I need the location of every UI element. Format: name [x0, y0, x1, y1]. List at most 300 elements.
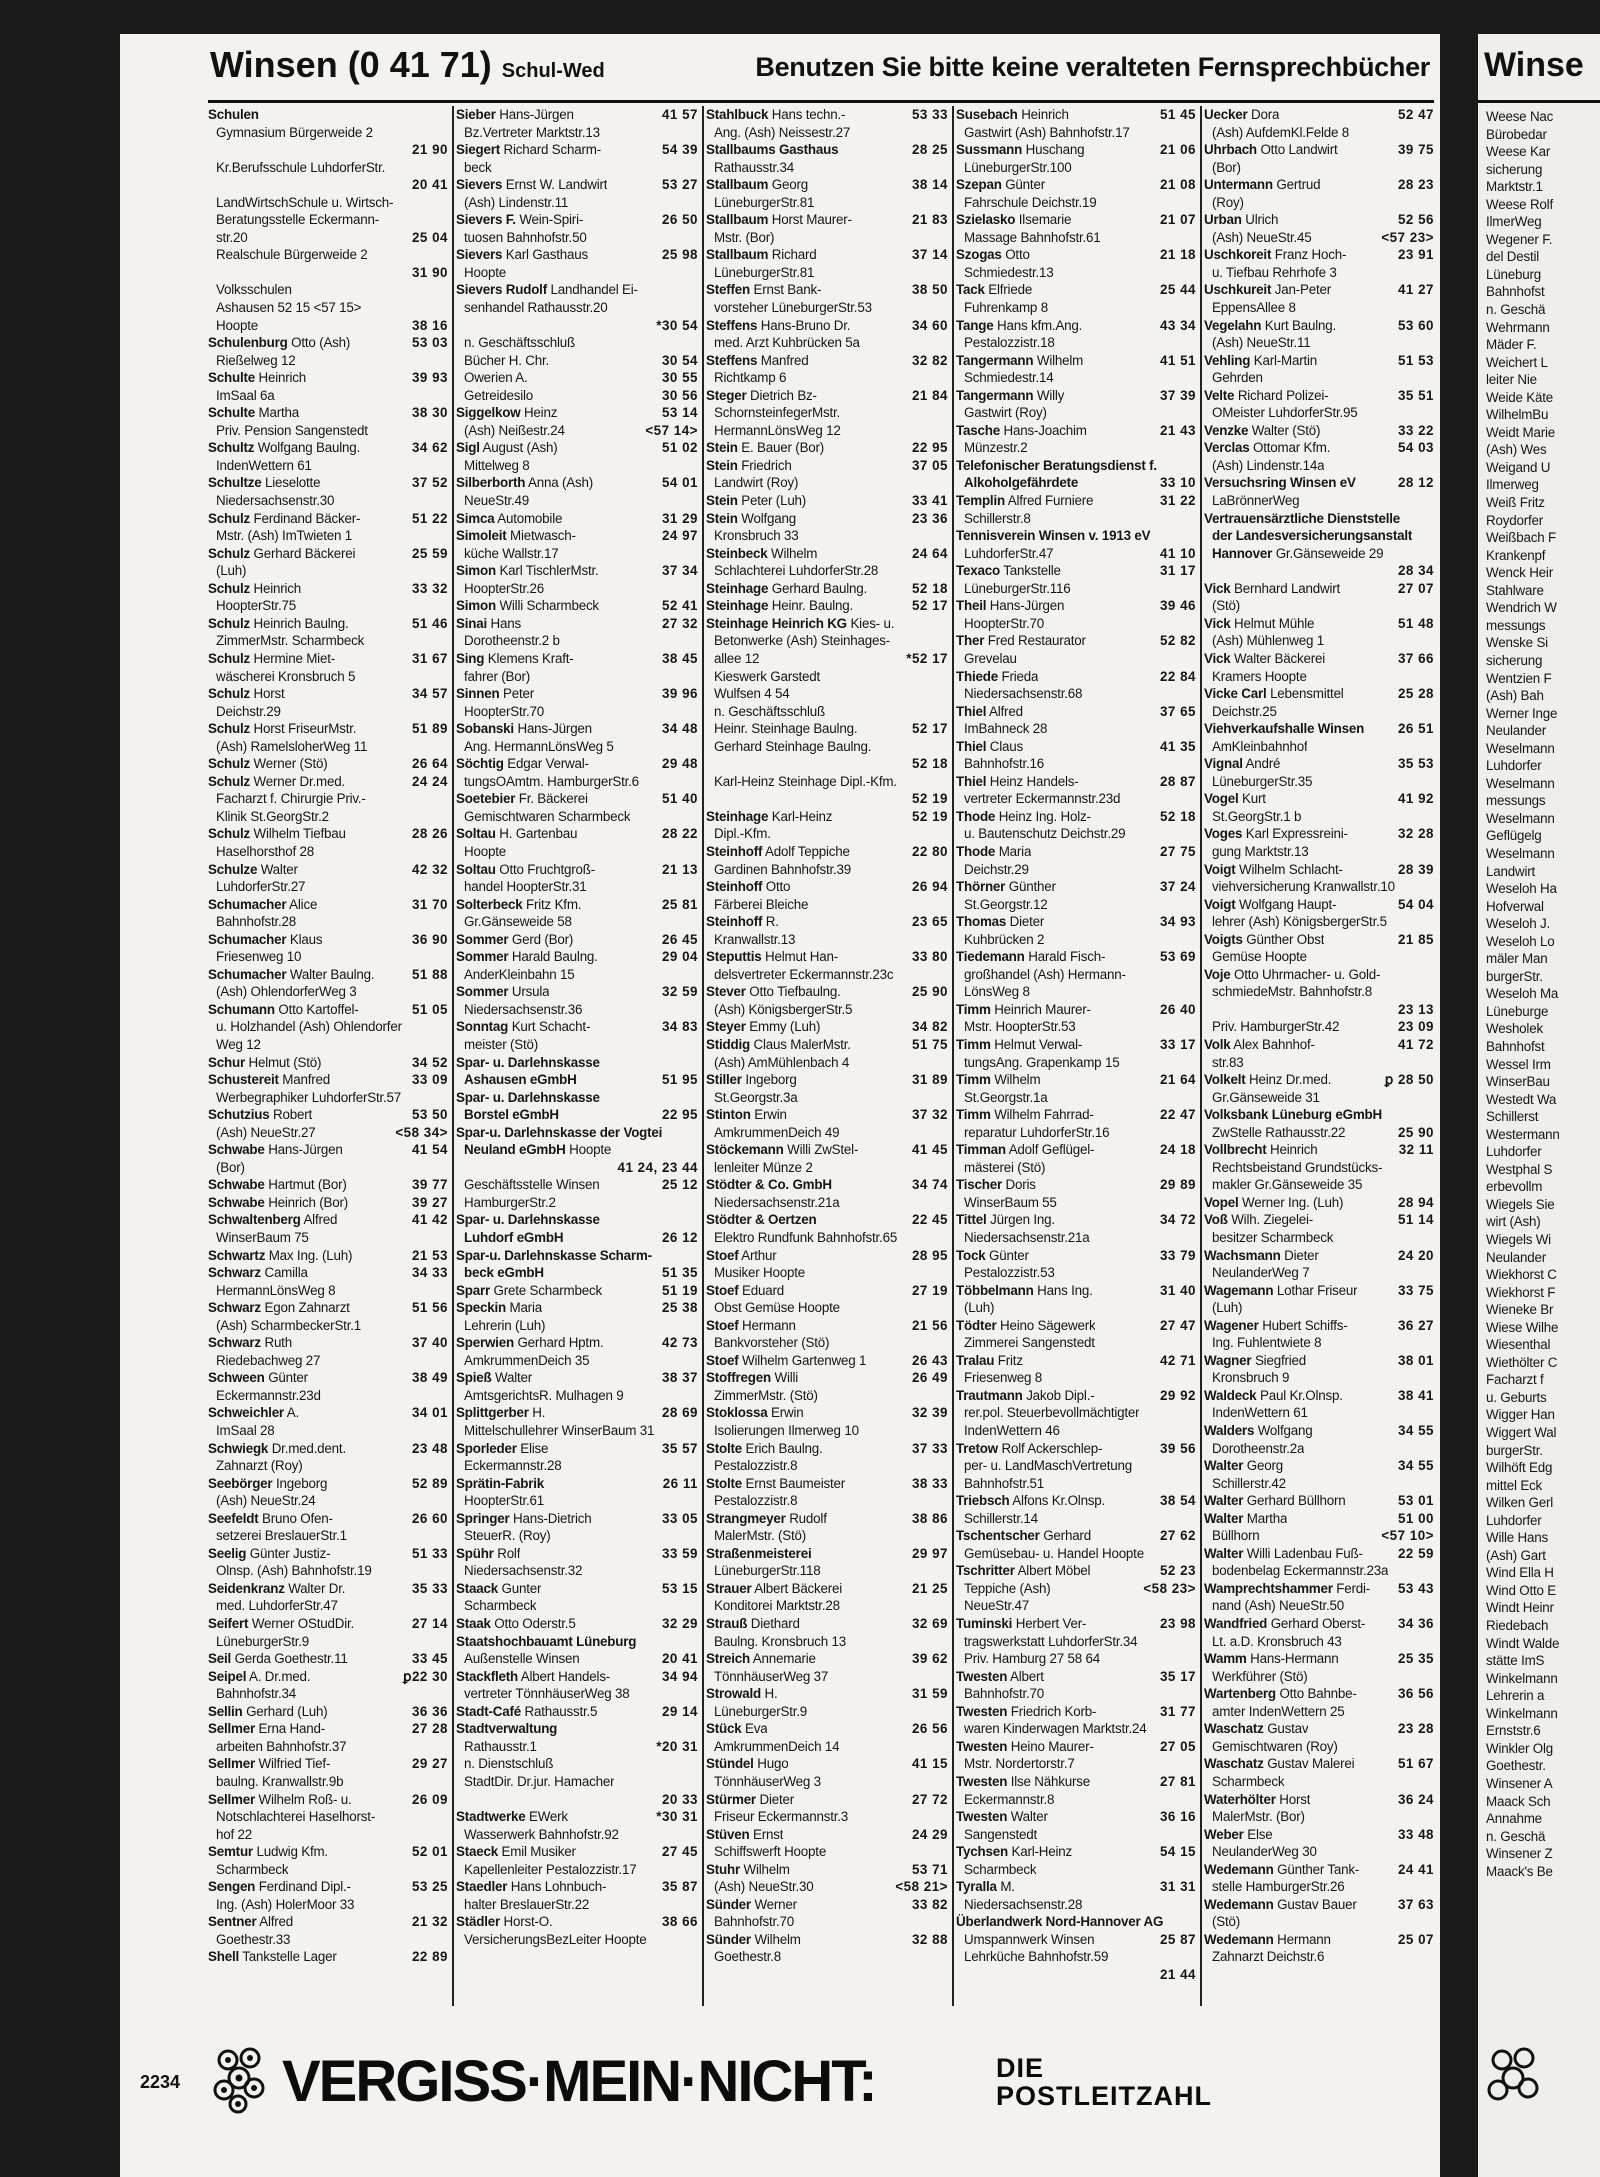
subscriber-details: H. — [532, 1405, 546, 1421]
phone-number: 38 01 — [1397, 1352, 1434, 1368]
listing-line — [956, 299, 1196, 317]
subscriber-details: Hermann — [1277, 1931, 1331, 1947]
subscriber-details: Walter — [1010, 1809, 1048, 1825]
listing-entry — [706, 1931, 948, 1966]
listing-line — [456, 1755, 698, 1773]
listing-entry — [208, 1054, 448, 1072]
listing-text — [956, 1913, 1163, 1931]
subscriber-name: Schulz — [208, 686, 250, 702]
subscriber-details: LuhdorferStr.27 — [216, 879, 306, 895]
subscriber-details: Arthur — [741, 1247, 777, 1263]
listing-text — [1204, 1720, 1308, 1738]
phone-number: 41 92 — [1397, 791, 1434, 807]
listing-text — [216, 1422, 275, 1440]
subscriber-details: Adolf Geflügel- — [1008, 1142, 1095, 1158]
subscriber-name: Seidenkranz — [208, 1580, 285, 1596]
listing-line — [956, 229, 1196, 247]
listing-entry — [706, 1545, 948, 1580]
listing-line — [956, 896, 1196, 914]
phone-number: 54 39 — [661, 142, 698, 158]
listing-line — [1204, 1404, 1434, 1422]
listing-text — [216, 124, 373, 142]
phone-number: 24 64 — [911, 545, 948, 561]
listing-text — [456, 1843, 576, 1861]
listing-entry — [956, 1106, 1196, 1141]
listing-text — [956, 1282, 1093, 1300]
listing-line — [956, 106, 1196, 124]
phone-number: 51 19 — [661, 1282, 698, 1298]
listing-line — [1204, 1492, 1434, 1510]
listing-text — [216, 1387, 321, 1405]
phone-number: 33 22 — [1397, 422, 1434, 438]
listing-line — [706, 1369, 948, 1387]
subscriber-name: Straßenmeisterei — [706, 1545, 812, 1561]
listing-line — [1204, 1668, 1434, 1686]
listing-line — [706, 194, 948, 212]
listing-text — [464, 159, 492, 177]
listing-text — [964, 264, 1054, 282]
phone-number: 41 57 — [661, 107, 698, 122]
listing-text — [208, 685, 285, 703]
listing-line — [706, 229, 948, 247]
adjacent-page-line: Windt Walde — [1486, 1635, 1560, 1651]
subscriber-details: Pestalozzistr.53 — [964, 1265, 1055, 1281]
listing-line — [456, 1650, 698, 1668]
listing-entry — [208, 1194, 448, 1212]
subscriber-name: Stöckemann — [706, 1142, 784, 1158]
subscriber-name: Sonntag — [456, 1019, 509, 1035]
listing-text — [208, 720, 356, 738]
listing-text — [456, 1404, 545, 1422]
listing-text — [714, 474, 798, 492]
subscriber-name: Tasche — [956, 422, 1000, 438]
adjacent-page-line: n. Geschä — [1486, 1828, 1546, 1844]
subscriber-details: Heino Sägewerk — [1000, 1317, 1096, 1333]
phone-number: 28 69 — [661, 1405, 698, 1421]
listing-line — [208, 1808, 448, 1826]
phone-number: 37 24 — [1159, 879, 1196, 895]
subscriber-name: Tack — [956, 282, 985, 298]
listing-entry — [208, 1141, 448, 1176]
adjacent-page-line: Hofverwal — [1486, 898, 1544, 914]
listing-text — [464, 264, 506, 282]
listing-text — [464, 703, 544, 721]
subscriber-details: Willi — [774, 1370, 799, 1386]
subscriber-name: Stuhr — [706, 1861, 740, 1877]
listing-line — [706, 404, 948, 422]
phone-number: 53 27 — [661, 177, 698, 193]
phone-number: <57 23> — [1381, 229, 1434, 245]
subscriber-details: Robert — [272, 1107, 312, 1123]
subscriber-name: Siegert — [456, 142, 500, 158]
subscriber-name: Volksbank Lüneburg eGmbH — [1204, 1107, 1382, 1123]
listing-text — [456, 562, 599, 580]
listing-line — [1204, 738, 1434, 756]
subscriber-details: H. Gartenbau — [499, 826, 578, 842]
listing-text — [706, 1650, 816, 1668]
phone-number: 51 45 — [1159, 107, 1196, 122]
listing-text — [216, 668, 355, 686]
listing-text — [456, 1247, 652, 1265]
subscriber-name: Staedler — [456, 1879, 508, 1895]
listing-entry — [706, 317, 948, 352]
subscriber-details: Wilhelm — [754, 1931, 801, 1947]
subscriber-details: Horst Maurer- — [771, 212, 852, 228]
subscriber-details: Gerhard Bäckerei — [253, 545, 356, 561]
listing-line — [1204, 1826, 1434, 1844]
subscriber-details: u. Holzhandel (Ash) Ohlendorfer — [216, 1019, 402, 1035]
listing-text — [464, 1194, 556, 1212]
subscriber-details: Dorotheenstr.2 b — [464, 633, 560, 649]
listing-text — [714, 1159, 813, 1177]
subscriber-details: Eckermannstr.23d — [216, 1387, 321, 1403]
subscriber-name: Ther — [956, 633, 985, 649]
listing-line — [456, 1668, 698, 1686]
listing-line — [956, 474, 1196, 492]
subscriber-details: Claus MalerMstr. — [753, 1036, 851, 1052]
listing-line — [208, 1194, 448, 1212]
phone-number: *20 31 — [656, 1738, 698, 1754]
subscriber-details: Walter Dr. — [288, 1580, 346, 1596]
subscriber-details: Horst FriseurMstr. — [253, 721, 357, 737]
listing-line — [1204, 124, 1434, 142]
listing-line — [456, 1334, 698, 1352]
phone-number: 23 91 — [1397, 247, 1434, 263]
listing-line — [456, 176, 698, 194]
subscriber-details: Walter Bäckerei — [1234, 650, 1326, 666]
subscriber-details: allee 12 — [714, 650, 760, 666]
listing-line — [956, 1018, 1196, 1036]
listing-entry — [208, 1791, 448, 1844]
phone-number: 53 50 — [411, 1107, 448, 1123]
listing-text — [714, 720, 857, 738]
phone-number: 33 32 — [411, 580, 448, 596]
phone-number: 34 55 — [1397, 1458, 1434, 1474]
listing-text — [706, 1404, 803, 1422]
adjacent-page-line: Maack's Be — [1486, 1863, 1553, 1879]
adjacent-page-line: sicherung — [1486, 161, 1543, 177]
listing-entry — [208, 1264, 448, 1299]
listing-text — [208, 1703, 328, 1721]
listing-text — [964, 1580, 1051, 1598]
listing-text — [1212, 1264, 1309, 1282]
subscriber-details: Gerd (Bor) — [511, 931, 574, 947]
subscriber-details: mästerei (Stö) — [964, 1159, 1046, 1175]
subscriber-details: Fritz — [997, 1352, 1023, 1368]
listing-line — [208, 510, 448, 528]
listing-line — [208, 1633, 448, 1651]
listing-entry — [706, 1369, 948, 1404]
adjacent-page-line: Ilmerweg — [1486, 477, 1539, 493]
listing-text — [216, 1896, 354, 1914]
listing-line — [706, 124, 948, 142]
listing-text — [456, 931, 573, 949]
listing-text — [964, 755, 1044, 773]
listing-entry — [706, 1176, 948, 1211]
listing-line — [456, 1282, 698, 1300]
phone-number: 52 18 — [911, 756, 948, 772]
subscriber-details: HermannLönsWeg 12 — [714, 422, 841, 438]
listing-line — [956, 194, 1196, 212]
subscriber-details: Automobile — [497, 510, 563, 526]
phone-number: 37 14 — [911, 247, 948, 263]
listing-line — [456, 738, 698, 756]
phone-number: 31 90 — [411, 264, 448, 280]
listing-line — [208, 878, 448, 896]
listing-line — [456, 159, 698, 177]
phone-number: 37 63 — [1397, 1896, 1434, 1912]
listing-text — [964, 159, 1072, 177]
listing-line — [706, 650, 948, 668]
phone-number: 27 81 — [1159, 1773, 1196, 1789]
listing-entry — [706, 1352, 948, 1370]
listing-line — [208, 597, 448, 615]
listing-text — [706, 983, 841, 1001]
listing-entry — [1204, 1317, 1434, 1352]
phone-number: 21 43 — [1159, 422, 1196, 438]
listing-text — [956, 1703, 1096, 1721]
listing-text — [956, 1071, 1040, 1089]
listing-line — [956, 1176, 1196, 1194]
listing-text — [714, 1633, 846, 1651]
phone-number: 28 26 — [411, 826, 448, 842]
subscriber-name: Schulz — [208, 826, 250, 842]
subscriber-details: (Ash) NeueStr.45 — [1212, 229, 1312, 245]
listing-line — [1204, 1685, 1434, 1703]
listing-entry — [956, 1211, 1196, 1246]
listing-text — [208, 1264, 308, 1282]
listing-text — [706, 281, 821, 299]
listing-line — [456, 1931, 698, 1949]
listing-line — [456, 1369, 698, 1387]
listing-line — [456, 1457, 698, 1475]
listing-text — [208, 369, 306, 387]
listing-text — [1204, 1755, 1354, 1773]
listing-entry — [456, 1440, 698, 1475]
subscriber-details: IndenWettern 61 — [216, 457, 312, 473]
phone-number: 30 55 — [661, 370, 698, 386]
listing-line — [706, 317, 948, 335]
subscriber-details: Tankstelle Lager — [242, 1949, 337, 1965]
subscriber-details: Georg — [771, 177, 808, 193]
adjacent-page-line: Weidt Marie — [1486, 424, 1555, 440]
subscriber-details: Dr.med.dent. — [271, 1440, 346, 1456]
subscriber-details: bodenbelag Eckermannstr.23a — [1212, 1563, 1389, 1579]
listing-entry — [706, 1018, 948, 1036]
subscriber-details: SchornsteinfegerMstr. — [714, 405, 841, 421]
listing-entry — [706, 1211, 948, 1246]
listing-line — [1204, 1141, 1434, 1159]
listing-line — [1204, 755, 1434, 773]
subscriber-details: Gemüse Hoopte — [1212, 949, 1307, 965]
listing-line — [956, 825, 1196, 843]
listing-text — [956, 843, 1031, 861]
listing-text — [1204, 176, 1320, 194]
listing-line — [208, 1247, 448, 1265]
listing-text — [956, 668, 1038, 686]
listing-text — [714, 1457, 797, 1475]
subscriber-details: Geschäftsstelle Winsen — [464, 1177, 600, 1193]
listing-text — [706, 211, 852, 229]
adjacent-page-line: Stahlware — [1486, 582, 1544, 598]
subscriber-details: LüneburgerStr.9 — [216, 1633, 310, 1649]
listing-line — [956, 632, 1196, 650]
subscriber-details: Gerhard Oberst- — [1270, 1616, 1366, 1632]
listing-entry — [456, 510, 698, 528]
phone-number: 52 41 — [661, 598, 698, 614]
listing-line — [956, 668, 1196, 686]
subscriber-name: Schumacher — [208, 931, 287, 947]
subscriber-details: ImSaal 6a — [216, 387, 275, 403]
subscriber-name: Spar-u. Darlehnskasse Scharm- — [456, 1247, 652, 1263]
subscriber-name: Stoklossa — [706, 1405, 768, 1421]
listing-line — [1204, 1527, 1434, 1545]
subscriber-details: Bahnhofstr.16 — [964, 756, 1045, 772]
listing-line — [956, 1703, 1196, 1721]
subscriber-details: Gerhard Büllhorn — [1246, 1493, 1346, 1509]
listing-text — [956, 317, 1082, 335]
phone-number: 33 17 — [1159, 1036, 1196, 1052]
adjacent-page-line: Winsener A — [1486, 1775, 1553, 1791]
listing-text — [956, 1773, 1090, 1791]
listing-line — [208, 194, 448, 212]
listing-line — [1204, 1352, 1434, 1370]
phone-number: 31 77 — [1159, 1703, 1196, 1719]
adjacent-page-column — [1486, 108, 1600, 1880]
subscriber-name: Simca — [456, 510, 495, 526]
listing-entry — [1204, 387, 1434, 422]
subscriber-details: (Ash) Neißestr.24 — [464, 422, 565, 438]
subscriber-name: Schwiegk — [208, 1440, 269, 1456]
listing-line — [208, 1334, 448, 1352]
subscriber-name: Schur — [208, 1054, 245, 1070]
phone-number: 51 05 — [411, 1001, 448, 1017]
listing-line — [1204, 1931, 1434, 1949]
listing-line — [1204, 773, 1434, 791]
subscriber-name: Spar-u. Darlehnskasse der Vogtei — [456, 1124, 663, 1140]
listing-text — [714, 334, 860, 352]
phone-number: 52 17 — [911, 598, 948, 614]
phone-number: 39 27 — [411, 1194, 448, 1210]
adjacent-page-line: Werner Inge — [1486, 705, 1558, 721]
phone-number: 26 49 — [911, 1370, 948, 1386]
listing-text — [706, 492, 806, 510]
listing-entry — [706, 1826, 948, 1861]
listing-entry — [1204, 1106, 1434, 1141]
listing-line — [956, 1194, 1196, 1212]
listing-text — [1212, 1843, 1317, 1861]
listing-line — [1204, 1369, 1434, 1387]
listing-text — [208, 1369, 308, 1387]
listing-line — [706, 334, 948, 352]
listing-text — [714, 1843, 826, 1861]
listing-line — [1204, 790, 1434, 808]
subscriber-name: Sprätin-Fabrik — [456, 1475, 544, 1491]
phone-number: 33 05 — [661, 1510, 698, 1526]
listing-line — [706, 1650, 948, 1668]
phone-number: 22 89 — [411, 1949, 448, 1965]
listing-text — [208, 1948, 337, 1966]
listing-text — [956, 1878, 1015, 1896]
listing-text — [964, 1124, 1109, 1142]
subscriber-details: Landwirt (Roy) — [714, 475, 799, 491]
listing-line — [456, 1176, 698, 1194]
subscriber-details: H. — [764, 1686, 778, 1702]
subscriber-details: Eckermannstr.8 — [964, 1791, 1055, 1807]
subscriber-details: Owerien A. — [464, 370, 528, 386]
listing-line — [1204, 1018, 1434, 1036]
subscriber-details: Mstr. (Ash) ImTwieten 1 — [216, 528, 353, 544]
listing-line — [956, 422, 1196, 440]
listing-line — [706, 1562, 948, 1580]
subscriber-details: Färberei Bleiche — [714, 896, 809, 912]
subscriber-details: Mittelweg 8 — [464, 457, 530, 473]
subscriber-details: Gerhard Baulng. — [771, 580, 867, 596]
listing-entry — [956, 738, 1196, 773]
subscriber-details: Hugo — [757, 1756, 789, 1772]
listing-line — [208, 843, 448, 861]
phone-number: 54 03 — [1397, 440, 1434, 456]
listing-line — [208, 1299, 448, 1317]
listing-text — [1212, 1668, 1308, 1686]
subscriber-details: HoopterStr.26 — [464, 580, 545, 596]
subscriber-details: Ilse Nähkurse — [1010, 1773, 1090, 1789]
listing-text — [216, 597, 296, 615]
subscriber-details: Dieter — [759, 1791, 795, 1807]
phone-number: 51 75 — [911, 1036, 948, 1052]
subscriber-name: Schulz — [208, 650, 250, 666]
phone-number: 27 45 — [661, 1844, 698, 1860]
listing-line — [956, 1475, 1196, 1493]
subscriber-name: Schultze — [208, 475, 262, 491]
listing-text — [464, 1597, 536, 1615]
subscriber-details: Mstr. Nordertorstr.7 — [964, 1756, 1075, 1772]
listing-entry — [956, 1071, 1196, 1106]
listing-text — [1212, 457, 1324, 475]
adjacent-page-line: Geflügelg — [1486, 828, 1542, 844]
subscriber-details: Elise — [520, 1440, 549, 1456]
subscriber-details: ZwStelle Rathausstr.22 — [1212, 1124, 1346, 1140]
listing-entry — [456, 1668, 698, 1703]
subscriber-details: Elektro Rundfunk Bahnhofstr.65 — [714, 1230, 898, 1245]
subscriber-details: per- u. LandMaschVertretung — [964, 1458, 1133, 1474]
listing-text — [1212, 264, 1337, 282]
listing-line — [1204, 597, 1434, 615]
listing-entry — [956, 457, 1196, 492]
listing-line — [456, 878, 698, 896]
phone-number: 25 35 — [1397, 1651, 1434, 1667]
listing-text — [456, 1580, 541, 1598]
listing-text — [964, 1369, 1042, 1387]
subscriber-details: Wolfgang Baulng. — [257, 440, 361, 456]
subscriber-details: Heinz — [523, 405, 558, 421]
subscriber-details: Kurt Schacht- — [511, 1019, 591, 1035]
adjacent-page-line: Neulander — [1486, 1249, 1546, 1265]
listing-line — [456, 931, 698, 949]
listing-text — [706, 597, 853, 615]
subscriber-details: u. Bautenschutz Deichstr.29 — [964, 826, 1126, 842]
phone-number: 24 97 — [661, 528, 698, 544]
subscriber-name: Staak — [456, 1616, 491, 1632]
listing-text — [208, 1247, 352, 1265]
listing-text — [1204, 825, 1348, 843]
subscriber-details: EppensAllee 8 — [1212, 300, 1296, 316]
listing-line — [208, 246, 448, 264]
subscriber-details: Willi Ladenbau Fuß- — [1246, 1545, 1363, 1561]
listing-text — [714, 404, 840, 422]
listing-line — [956, 1106, 1196, 1124]
phone-number: 51 35 — [661, 1265, 698, 1281]
